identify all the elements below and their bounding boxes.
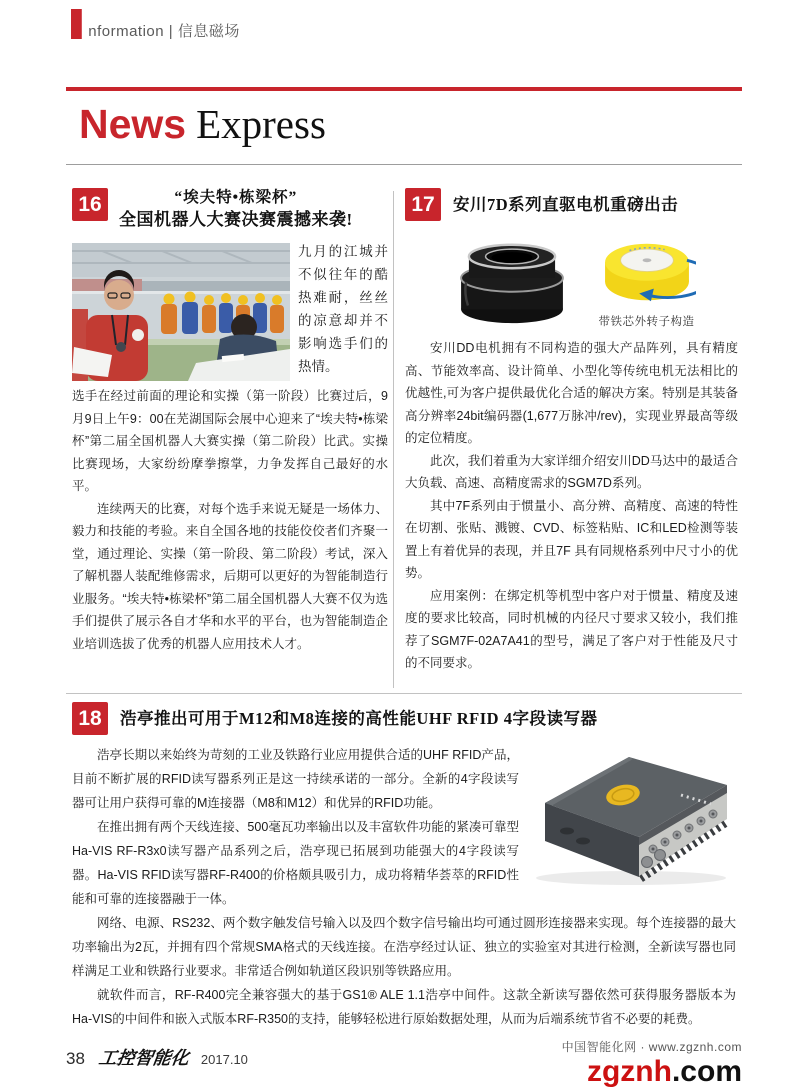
article-17-title: 安川7D系列直驱电机重磅出击	[453, 195, 679, 214]
magazine-logo: 工控智能化	[97, 1048, 191, 1069]
article-18-title: 浩亭推出可用于M12和M8连接的高性能UHF RFID 4字段读写器	[120, 709, 598, 728]
article-16-paragraph: 选手在经过前面的理论和实操（第一阶段）比赛过后，9月9日上午9：00在芜湖国际会展中心迎来了“埃夫特•栋梁杯”第二届全国机器人大赛实操（第二阶段）比武。实操比赛现场，大家纷纷摩拳擦掌，力争发挥自己最好的水平。	[72, 389, 388, 493]
section-divider	[66, 693, 742, 694]
article-number-badge: 17	[405, 188, 441, 221]
article-17	[405, 188, 738, 675]
masthead-title	[79, 97, 326, 151]
article-18-paragraph: 网络、电源、RS232、两个数字触发信号输入以及四个数字信号输出均可通过圆形连接器来实现。每个连接器的最大功率输出为2瓦，并拥有四个常规SMA格式的天线连接。在浩亭经过认证、独立的实验室对其进行检测，全新读写器也同样满足工业和铁路行业要求。非常适合例如轨道区段识别等铁路应用。	[72, 916, 736, 978]
article-16-paragraph: 连续两天的比赛，对每个选手来说无疑是一场体力、毅力和技能的考验。来自全国各地的技能佼佼者们齐聚一堂，通过理论、实操（第一阶段、第二阶段）考试，深入了解机器人装配维修需求，后期可以更好的为智能制造行业服务。“埃夫特•栋梁杯”第二届全国机器人大赛不仅为选手们提供了展示各自才华和水平的平台，也为智能制造企业培训选拔了优秀的机器人应用技术人才。	[72, 501, 388, 651]
footer-right	[562, 1038, 742, 1088]
article-17-header	[405, 188, 738, 221]
article-17-paragraph: 其中7F系列由于惯量小、高分辨、高精度、高速的特性在切割、张贴、溅镀、CVD、标签粘贴、IC和LED检测等装置上有着优异的表现，并且7F 具有同规格系列中尺寸小的优势。	[405, 498, 738, 580]
masthead-word-express: Express	[196, 101, 326, 147]
article-18-paragraph: 浩亭长期以来始终为苛刻的工业及铁路行业应用提供合适的UHF RFID产品，目前不断扩展的RFID读写器系列正是这一持续承诺的一部分。全新的4字段读写器可让用户获得可靠的M连接器（M8和M12）和优异的RFID功能。	[72, 748, 519, 810]
direct-drive-motor-photo	[448, 233, 576, 327]
article-17-paragraph: 安川DD电机拥有不同构造的强大产品阵列，具有精度高、节能效率高、设计简单、小型化等传统电机无法相比的优越性,可为客户提供最优化合适的解决方案。特别是其装备高分辨率24bit编码器(1,677万脉冲/rev)，实现业界最高等级的定位精度。	[405, 341, 738, 445]
article-18	[72, 702, 736, 1031]
outer-rotor-illustration	[598, 233, 696, 311]
site-watermark	[562, 1056, 742, 1088]
article-17-figures	[405, 233, 738, 329]
column-divider	[393, 191, 394, 688]
article-17-paragraph: 应用案例：在绑定机等机型中客户对于惯量、精度及速度的要求比较高，同时机械的内径尺寸要求又较小，我们推荐了SGM7F-02A7A41的型号，满足了客户对于性能及尺寸的不同要求。	[405, 588, 738, 670]
masthead-underline	[66, 164, 742, 165]
section-label: nformation | 信息磁场	[88, 23, 240, 40]
article-16	[72, 188, 388, 655]
article-18-paragraph: 就软件而言，RF-R400完全兼容强大的基于GS1® ALE 1.1浩亭中间件。这款全新读写器依然可获得服务器版本为Ha-VIS的中间件和嵌入式版本RF-R350的支持，能够轻松进行原始数据处理，从而为后端系统节省不必要的耗费。	[72, 988, 736, 1026]
article-17-paragraph: 此次，我们着重为大家详细介绍安川DD马达中的最适合大负载、高速、高精度需求的SGM7D系列。	[405, 453, 738, 490]
article-16-title-line1: “埃夫特•栋梁杯”	[174, 189, 298, 206]
article-16-header	[72, 188, 388, 231]
masthead-word-news: News	[79, 101, 187, 147]
rotor-figure	[598, 233, 696, 329]
site-url: 中国智能化网 · www.zgznh.com	[561, 1040, 742, 1054]
article-16-title	[119, 188, 353, 231]
article-18-body	[72, 743, 736, 1031]
article-17-body	[405, 337, 738, 675]
article-18-paragraph: 在推出拥有两个天线连接、500毫瓦功率输出以及丰富软件功能的紧凑可靠型Ha-VIS RF-R3x0读写器产品系列之后，浩亭现已拓展到功能强大的4字段读写器。Ha-VIS RFID读写器RF-R400的价格颇具吸引力，成功将精华荟萃的RFID性能和可靠的连接器融于一体。	[72, 820, 519, 906]
issue-date: 2017.10	[200, 1052, 248, 1067]
watermark-domain: zgznh	[586, 1055, 672, 1088]
article-18-header	[72, 702, 736, 735]
rfid-reader-photo	[531, 745, 736, 887]
page-number: 38	[66, 1049, 85, 1068]
article-16-body	[72, 240, 388, 655]
article-number-badge: 18	[72, 702, 108, 735]
section-initial: I	[66, 0, 87, 49]
watermark-tld: .com	[671, 1055, 742, 1088]
footer-left	[66, 1044, 248, 1070]
top-red-rule	[66, 87, 742, 91]
figure-caption: 带铁芯外转子构造	[598, 316, 695, 328]
robot-competition-photo	[72, 243, 290, 381]
article-number-badge: 16	[72, 188, 108, 221]
article-16-title-line2: 全国机器人大赛决赛震撼来袭!	[119, 210, 353, 229]
article-16-lead: 九月的江城并不似往年的酷热难耐，丝丝的凉意却并不影响选手们的热情。	[298, 244, 388, 374]
section-header	[66, 0, 240, 49]
